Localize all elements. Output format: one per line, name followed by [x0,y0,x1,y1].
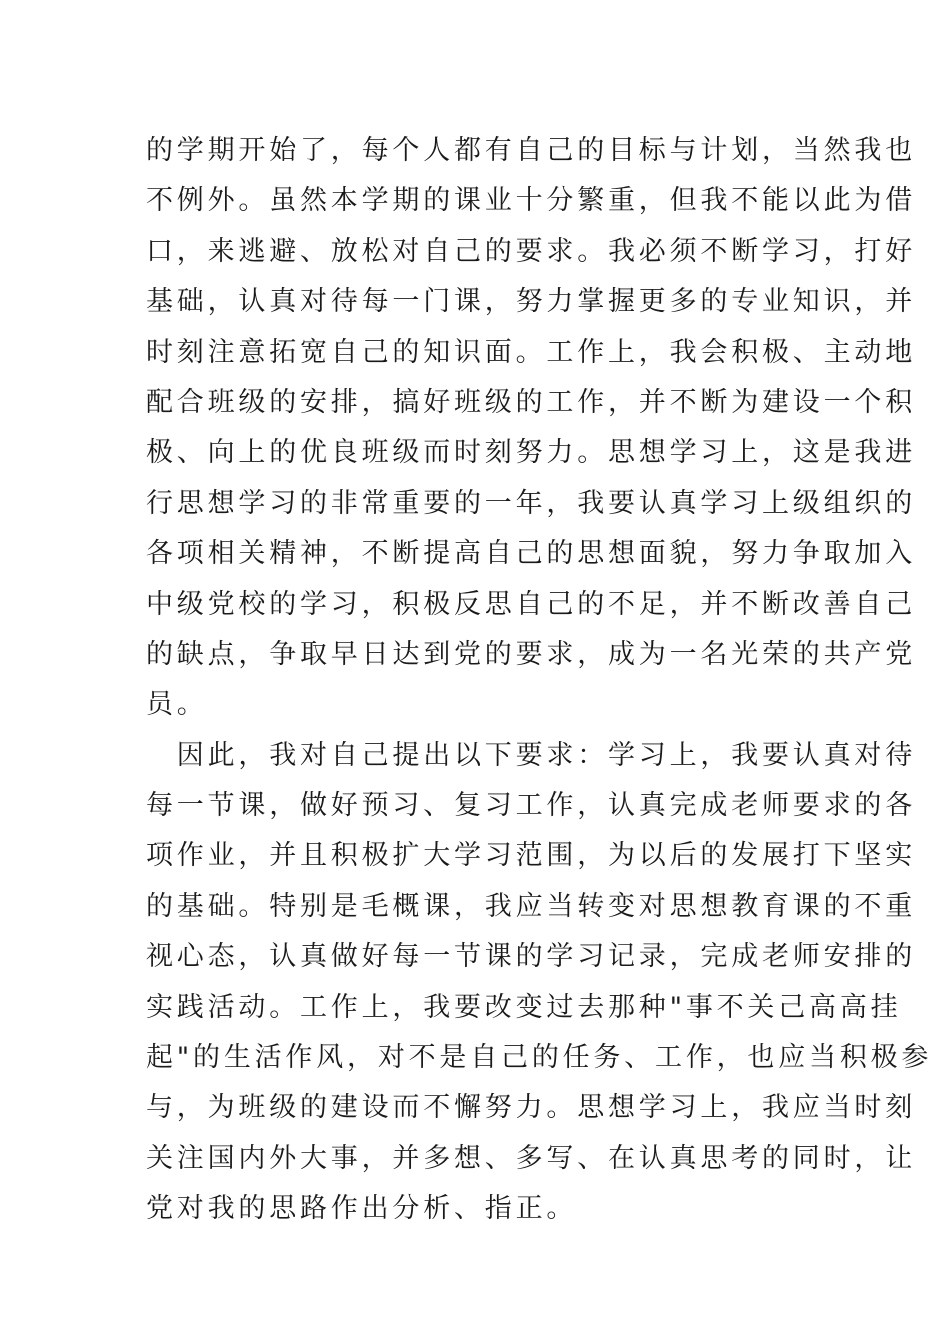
text-line: 的学期开始了，每个人都有自己的目标与计划，当然我也 [146,135,916,166]
text-line: 时刻注意拓宽自己的知识面。工作上，我会积极、主动地 [146,336,916,368]
text-line: 配合班级的安排，搞好班级的工作，并不断为建设一个积 [146,386,916,418]
text-line: 与，为班级的建设而不懈努力。思想学习上，我应当时刻 [146,1092,916,1124]
text-line: 每一节课，做好预习、复习工作，认真完成老师要求的各 [146,790,916,822]
text-line: 党对我的思路作出分析、指正。 [146,1193,578,1225]
text-line: 不例外。虽然本学期的课业十分繁重，但我不能以此为借 [146,185,916,217]
paragraph-2 [146,731,933,1235]
document-body [146,126,933,1235]
paragraph-1 [146,126,916,731]
text-line: 行思想学习的非常重要的一年，我要认真学习上级组织的 [146,487,916,519]
text-line: 的基础。特别是毛概课，我应当转变对思想教育课的不重 [146,890,916,922]
text-line: 口，来逃避、放松对自己的要求。我必须不断学习，打好 [146,235,916,267]
text-line: 的缺点，争取早日达到党的要求，成为一名光荣的共产党 [146,638,916,670]
text-line: 员。 [146,689,208,721]
text-line: 项作业，并且积极扩大学习范围，为以后的发展打下坚实 [146,840,916,872]
text-line: 视心态，认真做好每一节课的学习记录，完成老师安排的 [146,941,916,973]
text-line: 中级党校的学习，积极反思自己的不足，并不断改善自己 [146,588,916,620]
text-line: 基础，认真对待每一门课，努力掌握更多的专业知识，并 [146,286,916,318]
text-line: 起"的生活作风，对不是自己的任务、工作，也应当积极参 [146,1042,933,1074]
text-line: 关注国内外大事，并多想、多写、在认真思考的同时，让 [146,1142,916,1174]
text-line: 各项相关精神，不断提高自己的思想面貌，努力争取加入 [146,538,916,570]
text-line: 实践活动。工作上，我要改变过去那种"事不关己高高挂 [146,991,902,1023]
text-line: 极、向上的优良班级而时刻努力。思想学习上，这是我进 [146,437,916,469]
text-line: 因此，我对自己提出以下要求：学习上，我要认真对待 [146,739,916,771]
